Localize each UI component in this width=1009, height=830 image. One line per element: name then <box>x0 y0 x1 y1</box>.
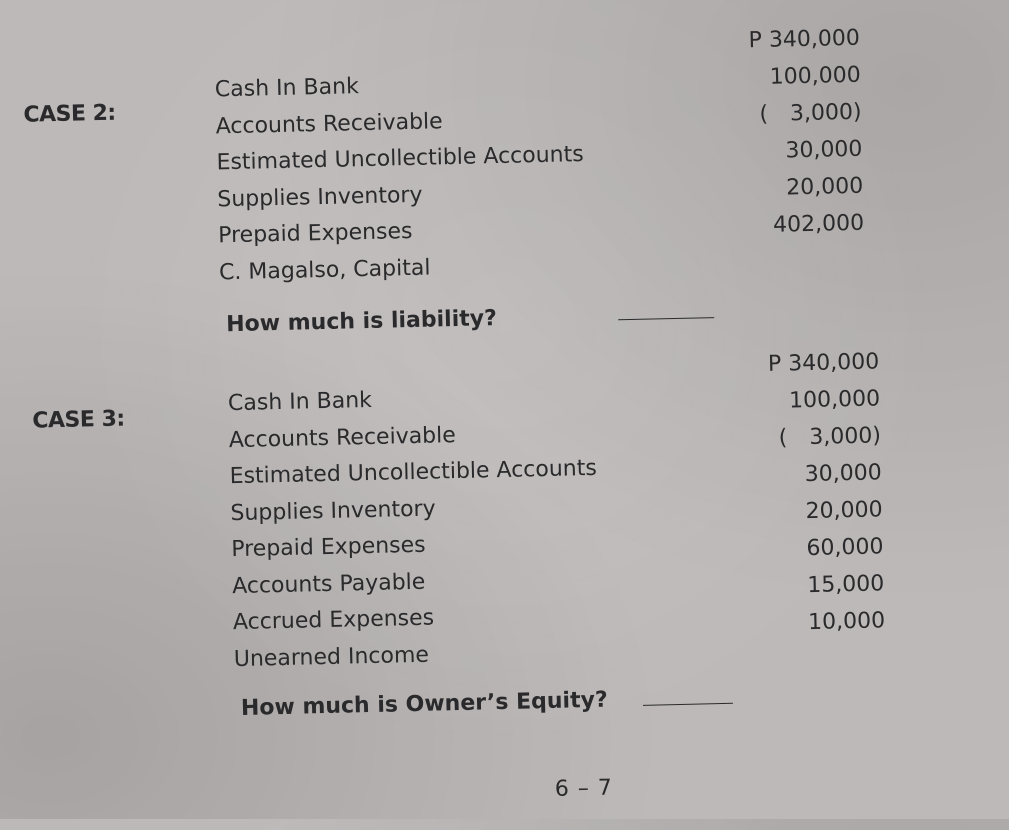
account-name: Cash In Bank <box>227 387 373 417</box>
amount-number: 3,000) <box>809 423 882 450</box>
case-2-question: How much is liability? <box>225 306 498 338</box>
amount-number: 3,000) <box>789 99 862 127</box>
case-2-label: CASE 2: <box>23 100 116 128</box>
account-name: Supplies Inventory <box>217 182 423 212</box>
amount-value: 20,000 <box>785 173 864 201</box>
amount-value: 20,000 <box>805 497 883 525</box>
amount-value: 10,000 <box>807 608 886 636</box>
account-name: Prepaid Expenses <box>231 532 426 563</box>
account-name: Unearned Income <box>233 642 430 672</box>
open-parenthesis: ( <box>759 101 769 128</box>
amount-value: 60,000 <box>806 534 884 562</box>
amount-value-negative <box>661 94 862 136</box>
account-name: C. Magalso, Capital <box>218 255 431 285</box>
case-2-accounts <box>214 64 586 291</box>
amount-value: 30,000 <box>785 136 863 164</box>
case-3-amounts <box>679 343 886 643</box>
account-name: Accounts Receivable <box>228 422 457 453</box>
account-name: Accounts Payable <box>231 569 426 599</box>
amount-value: 402,000 <box>772 210 865 238</box>
case-3-label: CASE 3: <box>32 406 125 434</box>
account-name: Estimated Uncollectible Accounts <box>229 455 598 490</box>
amount-value: 30,000 <box>804 460 883 488</box>
page-number: 6 – 7 <box>554 775 614 802</box>
case-3-question: How much is Owner’s Equity? <box>240 687 608 721</box>
answer-blank <box>643 703 733 706</box>
case-3-accounts <box>228 378 602 678</box>
amount-value-negative <box>681 417 882 459</box>
amount-value: 15,000 <box>807 571 885 599</box>
account-name: Accounts Receivable <box>215 108 443 139</box>
amount-value: P 340,000 <box>748 25 861 54</box>
account-name: Cash In Bank <box>214 74 360 103</box>
case-2-amounts <box>660 20 865 246</box>
account-name: Supplies Inventory <box>230 495 436 526</box>
amount-value: 100,000 <box>788 386 881 414</box>
amount-value: 100,000 <box>769 62 862 90</box>
account-name: Estimated Uncollectible Accounts <box>216 142 584 176</box>
answer-blank <box>618 317 714 320</box>
amount-value: P 340,000 <box>767 349 880 377</box>
open-parenthesis: ( <box>778 425 788 451</box>
account-name: Accrued Expenses <box>232 605 435 636</box>
account-name: Prepaid Expenses <box>217 218 413 249</box>
